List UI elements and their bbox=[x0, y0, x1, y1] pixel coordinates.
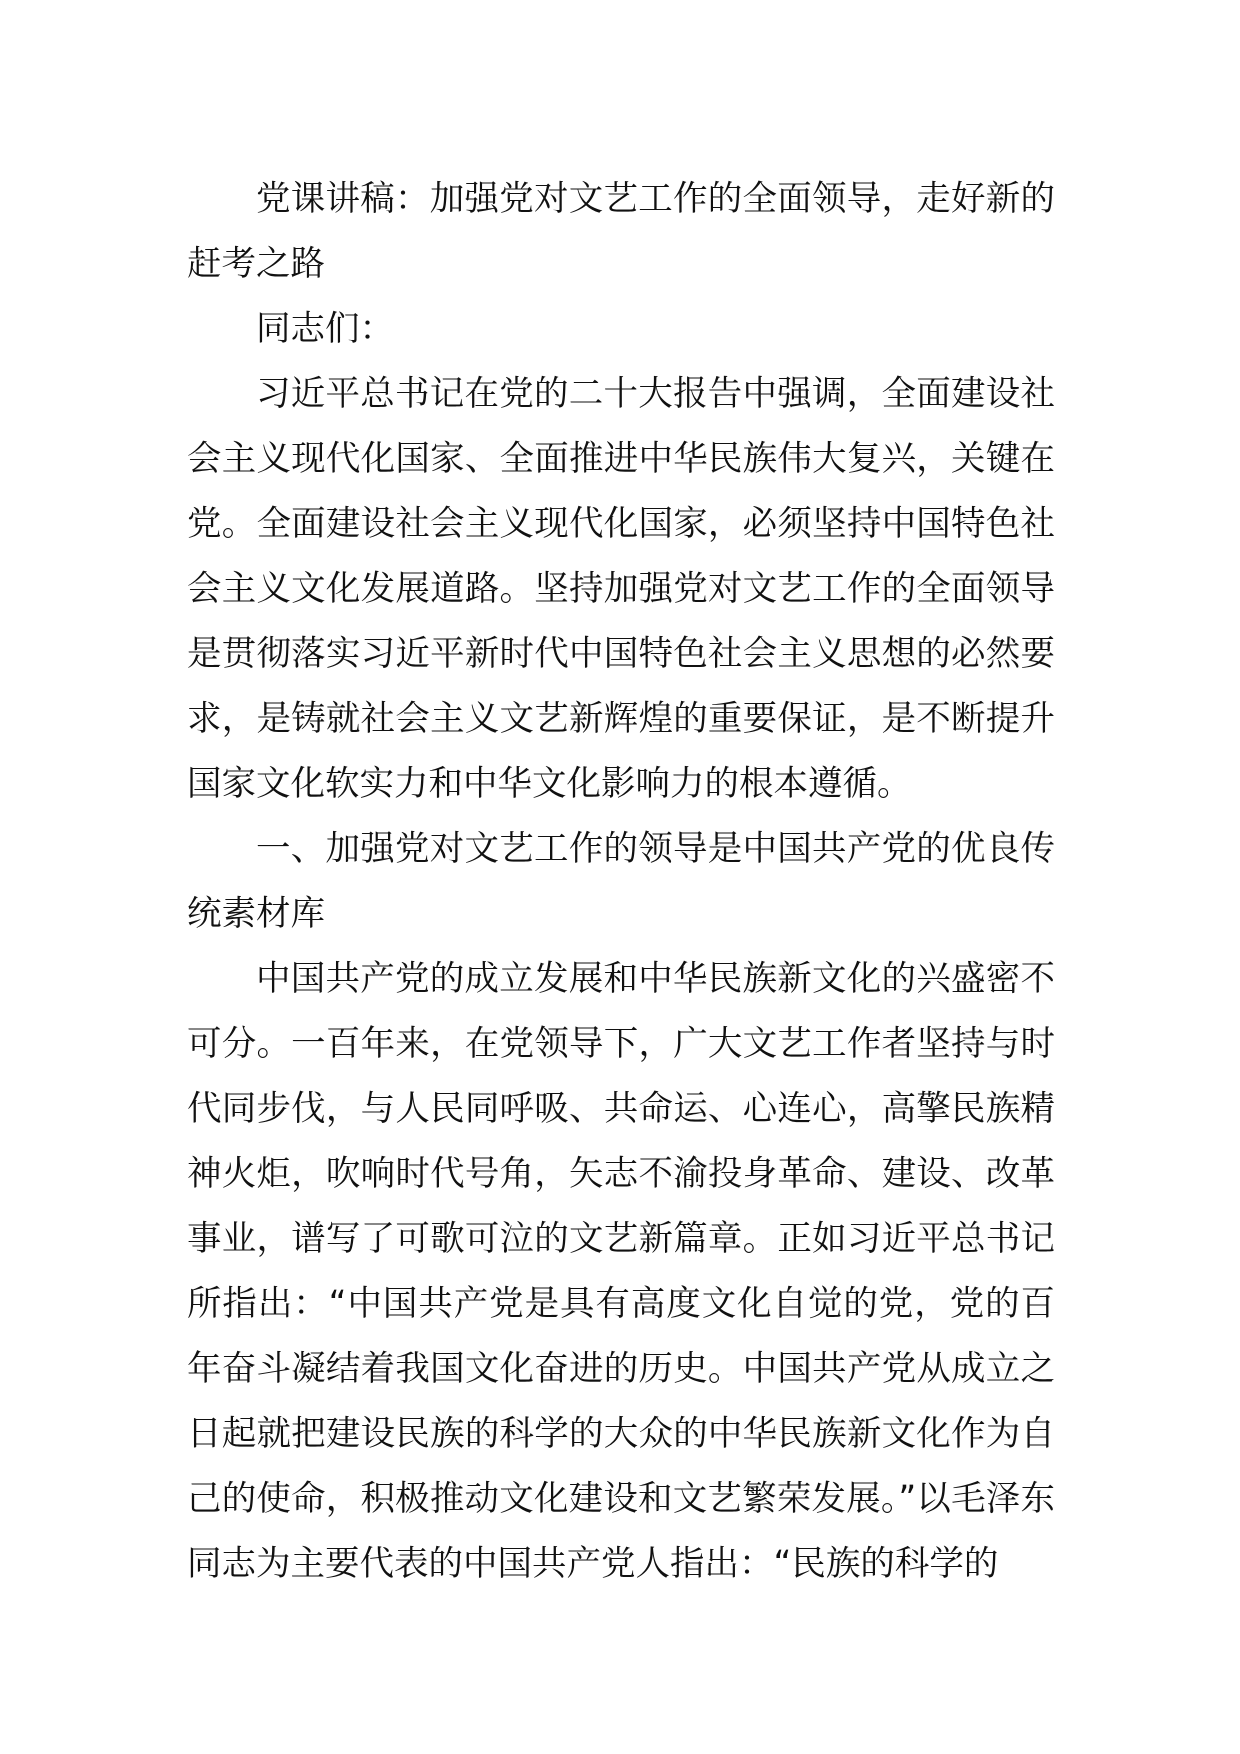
document-title: 党课讲稿：加强党对文艺工作的全面领导，走好新的赶考之路 bbox=[187, 179, 1055, 284]
document-body bbox=[187, 167, 1055, 1597]
paragraph-intro: 习近平总书记在党的二十大报告中强调，全面建设社会主义现代化国家、全面推进中华民族伟大复兴，关键在党。全面建设社会主义现代化国家，必须坚持中国特色社会主义文化发展道路。坚持加强党对文艺工作的全面领导是贯彻落实习近平新时代中国特色社会主义思想的必然要求，是铸就社会主义文艺新辉煌的重要保证，是不断提升国家文化软实力和中华文化影响力的根本遵循。 bbox=[187, 374, 1055, 804]
paragraph-section-1: 中国共产党的成立发展和中华民族新文化的兴盛密不可分。一百年来，在党领导下，广大文艺工作者坚持与时代同步伐，与人民同呼吸、共命运、心连心，高擎民族精神火炬，吹响时代号角，矢志不渝投身革命、建设、改革事业，谱写了可歌可泣的文艺新篇章。正如习近平总书记所指出：“中国共产党是具有高度文化自觉的党，党的百年奋斗凝结着我国文化奋进的历史。中国共产党从成立之日起就把建设民族的科学的大众的中华民族新文化作为自己的使命，积极推动文化建设和文艺繁荣发展。”以毛泽东同志为主要代表的中国共产党人指出：“民族的科学的 bbox=[187, 959, 1055, 1584]
section-heading-1: 一、加强党对文艺工作的领导是中国共产党的优良传统素材库 bbox=[187, 829, 1055, 934]
salutation: 同志们： bbox=[256, 309, 394, 349]
